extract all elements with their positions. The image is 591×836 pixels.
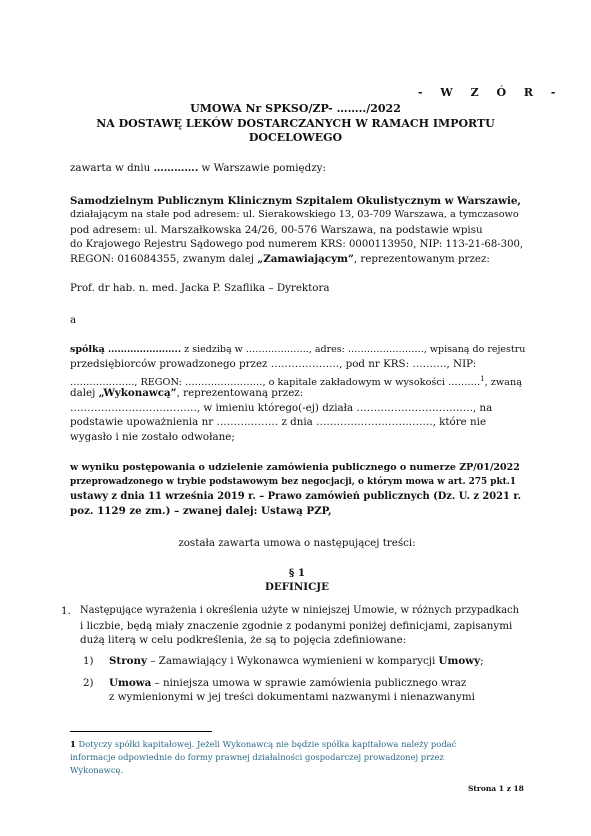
date-placeholder: …………. xyxy=(153,162,199,174)
footnote-ref: 1 xyxy=(480,375,485,383)
party2-defined-term: „Wykonawcą” xyxy=(98,387,177,399)
subitem-number: 1) xyxy=(83,655,94,667)
party1-representative: Prof. dr hab. n. med. Jacka P. Szaflika – Dyrektora xyxy=(70,282,330,294)
party1-address2: pod adresem: ul. Marszałkowska 24/26, 00-576 Warszawa, na podstawie wpisu xyxy=(70,224,483,236)
concluded-line: została zawarta umowa o następującej treści: xyxy=(178,537,416,549)
contract-number-title: UMOWA Nr SPKSO/ZP- ……../2022 xyxy=(190,102,401,115)
party1-krs: do Krajowego Rejestru Sądowego pod numerem KRS: 0000113950, NIP: 113-21-68-300, xyxy=(70,239,524,250)
party1-name: Samodzielnym Publicznym Klinicznym Szpitalem Okulistycznym w Warszawie, xyxy=(70,195,522,207)
subitem-number: 2) xyxy=(83,677,94,689)
subitem-strony: Strony – Zamawiający i Wykonawca wymienieni w komparycji Umowy; xyxy=(109,655,484,667)
section-title: DEFINICJE xyxy=(264,581,330,593)
party2-line5: ………………………………., w imieniu którego(-ej) działa ……………………………., na xyxy=(70,402,493,414)
party1-regon: REGON: 016084355, zwanym dalej „Zamawiającym”, reprezentowanym przez: xyxy=(70,253,490,265)
intro-text-end: w Warszawie pomiędzy: xyxy=(198,162,326,174)
party2-line3: ……………….., REGON: ……………………, o kapitale zakładowym w wysokości ……….$^1$, zwaną xyxy=(70,375,522,389)
party2-line7: wygasło i nie zostało odwołane; xyxy=(70,431,235,443)
contract-subject-title: NA DOSTAWĘ LEKÓW DOSTARCZANYCH W RAMACH IMPORTU xyxy=(96,117,495,130)
subitem-umowa-cont: z wymienionymi w jej treści dokumentami nazwanymi i nienazwanymi xyxy=(109,691,475,703)
page-number: Strona 1 z 18 xyxy=(468,784,524,793)
and-conjunction: a xyxy=(70,314,77,326)
party2-company: spółką ………………….. xyxy=(70,344,182,355)
footnote-line3: Wykonawcę. xyxy=(70,765,124,775)
procedure-line1: w wyniku postępowania o udzielenie zamówienia publicznego o numerze ZP/01/2022 xyxy=(70,462,520,473)
contract-subject-title-cont: DOCELOWEGO xyxy=(248,131,343,144)
intro-text: zawarta w dniu xyxy=(70,162,154,174)
party2-line6: podstawie upoważnienia nr ……………… z dnia ……………………………., które nie xyxy=(70,416,487,428)
procedure-line2: przeprowadzonego w trybie podstawowym bez negocjacji, o którym mowa w art. 275 pkt.1 xyxy=(70,477,517,487)
party2-line4: dalej „Wykonawcą”, reprezentowaną przez: xyxy=(70,387,304,399)
footnote-line2: informacje odpowiednie do formy prawnej działalności gospodarczej prowadzonej przez xyxy=(70,752,444,762)
party2-line1: spółką ………………….. z siedzibą w ……………….., adres: ……………………, wpisaną do rejestru xyxy=(70,344,526,355)
footnote-line1: 1 Dotyczy spółki kapitałowej. Jeżeli Wykonawcą nie będzie spółka kapitałowa należy podać xyxy=(70,739,457,749)
template-label: - W Z Ó R - xyxy=(418,86,563,99)
item1-line2: i liczbie, będą miały znaczenie zgodnie z podanymi poniżej definicjami, zapisanymi xyxy=(80,620,513,632)
party1-defined-term: „Zamawiającym” xyxy=(257,253,354,265)
procedure-line4: poz. 1129 ze zm.) – zwanej dalej: Ustawą PZP, xyxy=(70,505,332,517)
item1-line1: Następujące wyrażenia i określenia użyte w niniejszej Umowie, w różnych przypadkach xyxy=(80,605,520,616)
party2-line2: przedsiębiorców prowadzonego przez ……………….., pod nr KRS: ………., NIP: xyxy=(70,358,477,370)
intro-line xyxy=(70,161,524,175)
item-number: 1. xyxy=(61,605,71,617)
item1-line3: dużą literą w celu podkreślenia, że są to pojęcia zdefiniowane: xyxy=(80,634,407,646)
footnote-marker: 1 xyxy=(70,739,76,749)
footnote-separator xyxy=(70,731,212,732)
party1-address1: działającym na stałe pod adresem: ul. Sierakowskiego 13, 03-709 Warszawa, a tymczasowo xyxy=(70,209,519,220)
subitem-umowa: Umowa – niniejsza umowa w sprawie zamówienia publicznego wraz xyxy=(109,677,467,689)
section-number: § 1 xyxy=(288,567,306,579)
procedure-line3: ustawy z dnia 11 września 2019 r. – Prawo zamówień publicznych (Dz. U. z 2021 r. xyxy=(70,491,522,502)
